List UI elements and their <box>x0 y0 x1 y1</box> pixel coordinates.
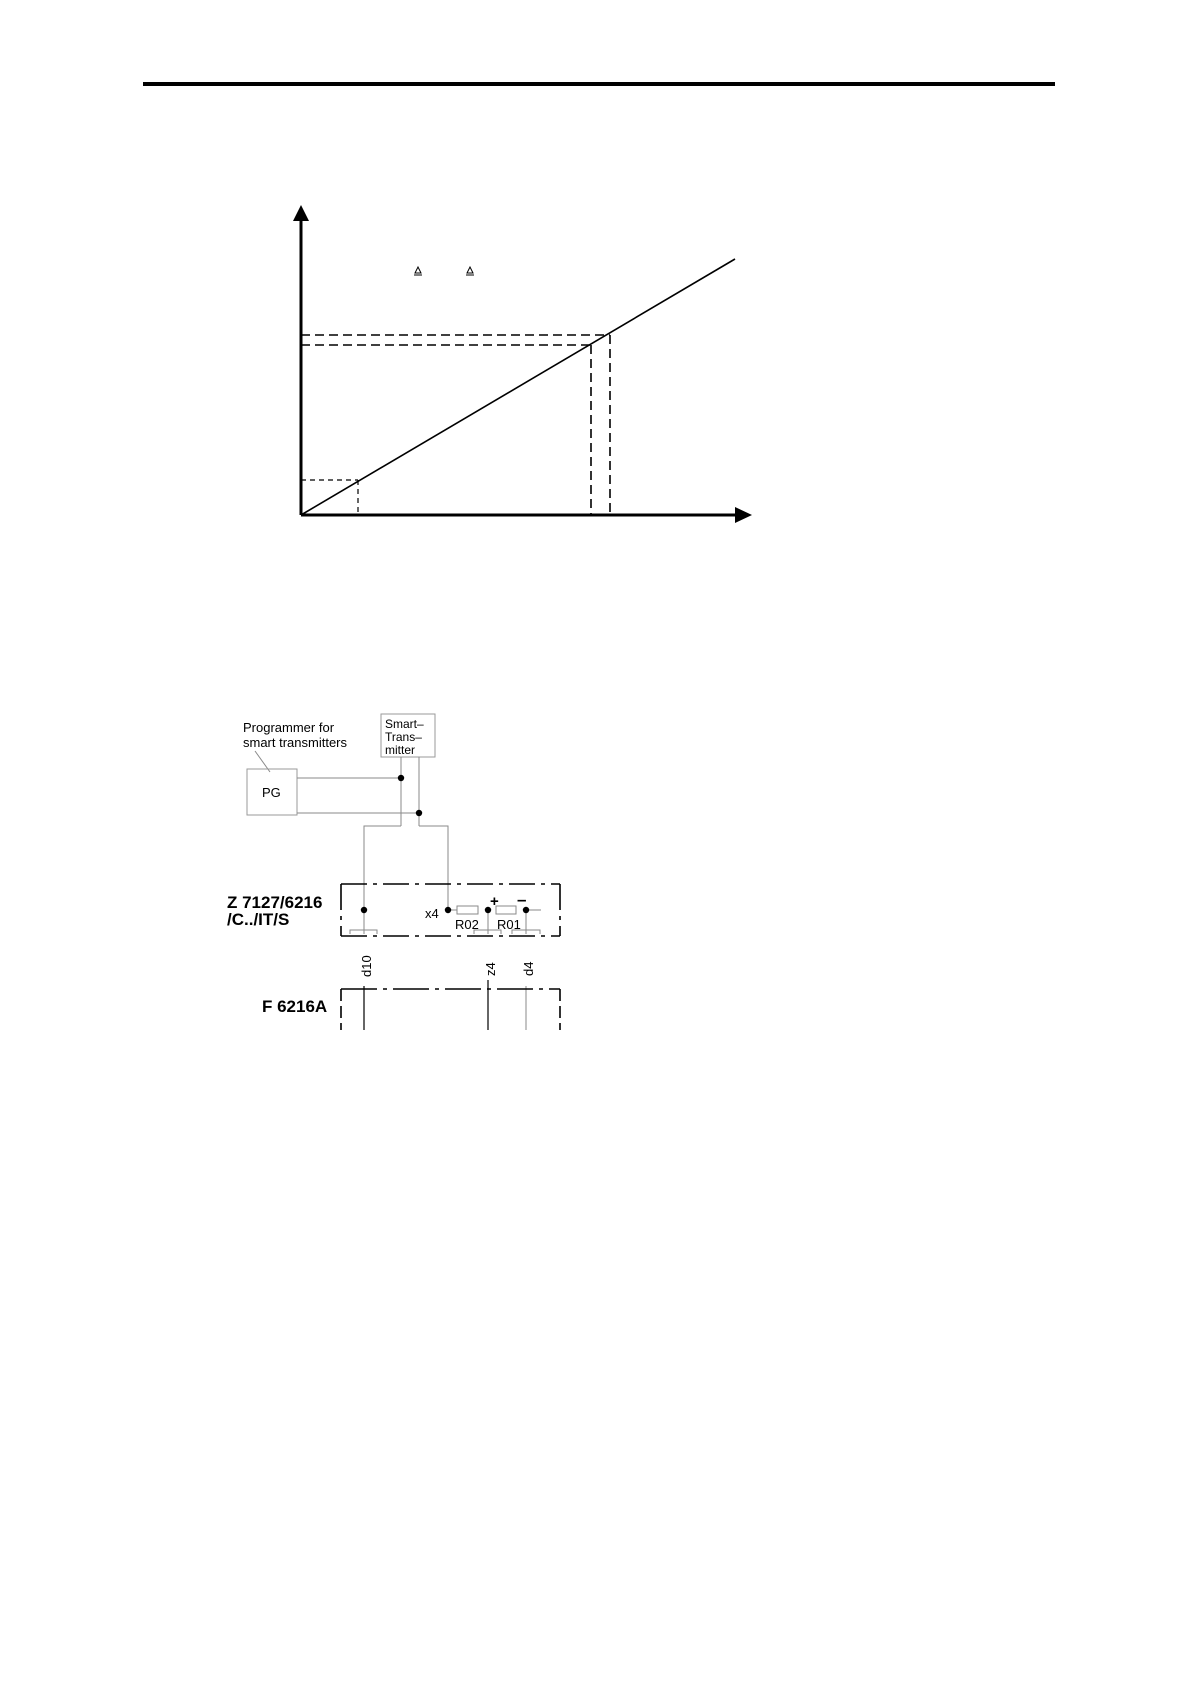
wiring-schematic <box>227 714 560 1030</box>
pin-label-d10: d10 <box>359 955 374 977</box>
pg-label: PG <box>262 785 281 800</box>
resistor-r02-label: R02 <box>455 917 479 932</box>
smart-transmitter-label-line3: mitter <box>385 743 415 757</box>
correspondence-symbols <box>414 267 474 275</box>
card-name: F 6216A <box>262 997 328 1016</box>
resistor-r01 <box>496 906 516 914</box>
smart-transmitter-label-line1: Smart– <box>385 717 424 731</box>
characteristic-line <box>301 259 735 515</box>
pin-label-d4: d4 <box>521 961 536 976</box>
characteristic-chart <box>293 205 752 523</box>
module-name-line1: Z 7127/6216 <box>227 893 323 912</box>
programmer-caption-line1: Programmer for <box>243 720 335 735</box>
terminal-x4-label: x4 <box>425 906 439 921</box>
x-axis-arrowhead <box>735 507 752 523</box>
junction-dots <box>361 775 529 913</box>
smart-transmitter-label-line2: Trans– <box>385 730 422 744</box>
polarity-minus: – <box>517 890 527 909</box>
y-axis-arrowhead <box>293 205 309 221</box>
correspondence-symbol-2 <box>467 267 473 273</box>
resistor-r01-label: R01 <box>497 917 521 932</box>
card-outline <box>341 989 560 1030</box>
module-name-line2: /C../IT/S <box>227 910 290 929</box>
pin-label-z4: z4 <box>483 962 498 976</box>
resistor-r02 <box>457 906 478 914</box>
polarity-plus: + <box>490 893 499 910</box>
correspondence-symbol-1 <box>415 267 421 273</box>
programmer-caption-line2: smart transmitters <box>243 735 348 750</box>
